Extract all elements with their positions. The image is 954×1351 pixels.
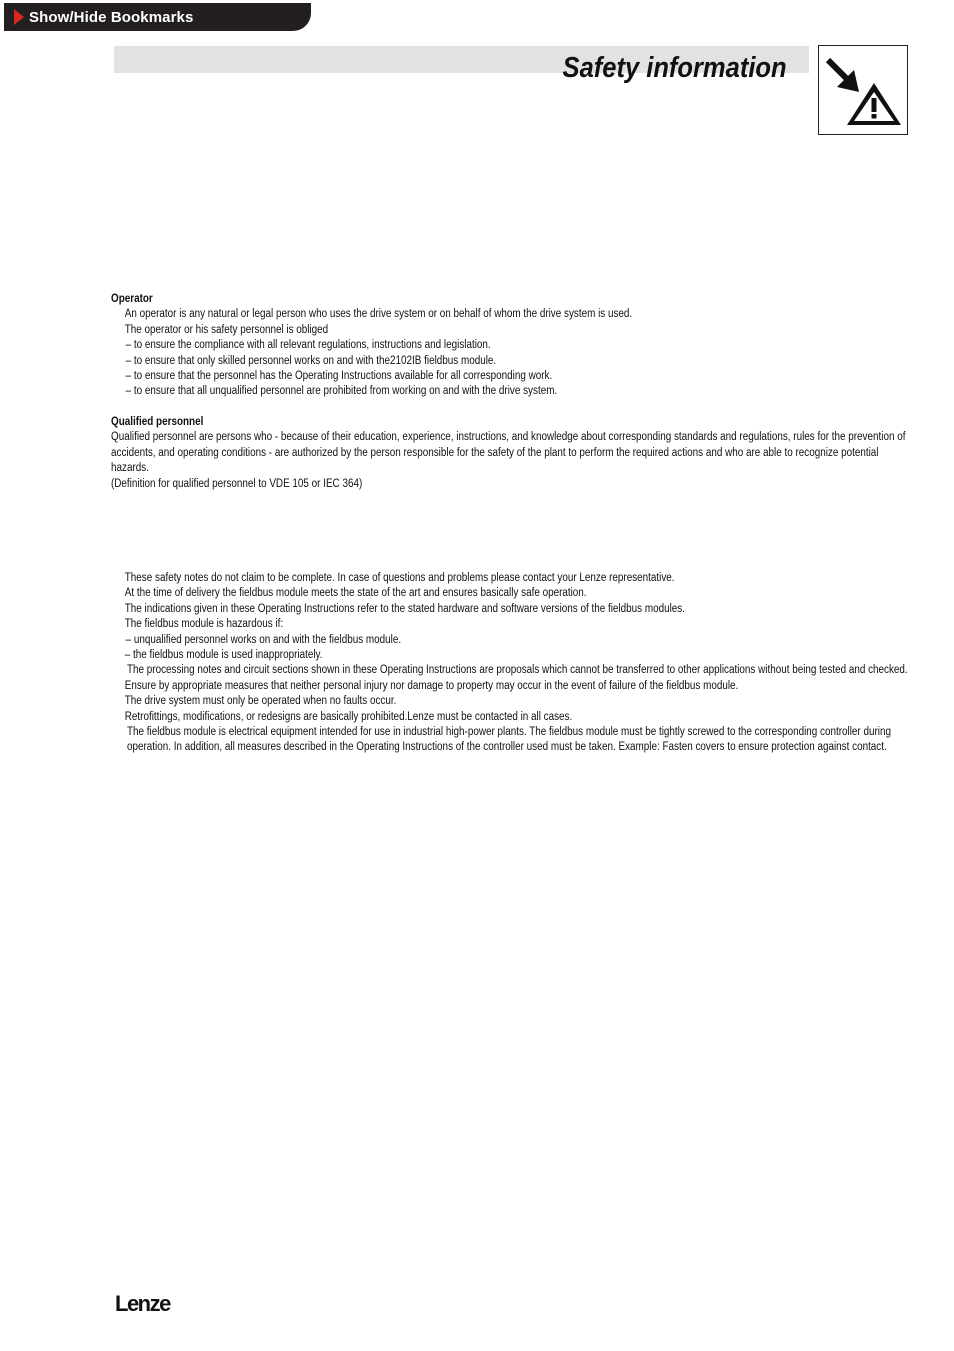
warning-triangle-arrow-icon bbox=[819, 46, 907, 134]
safety-note: The fieldbus module is hazardous if: bbox=[124, 618, 284, 631]
warning-icon-box bbox=[818, 45, 908, 135]
show-hide-bookmarks-button[interactable] bbox=[4, 3, 311, 31]
operator-bullet: – to ensure the compliance with all relevant regulations, instructions and legislation. bbox=[125, 339, 491, 352]
show-hide-bookmarks-label: Show/Hide Bookmarks bbox=[29, 8, 194, 26]
operator-line: The operator or his safety personnel is obliged bbox=[124, 323, 329, 336]
hazard-bullet: – unqualified personnel works on and with the fieldbus module. bbox=[125, 633, 402, 646]
qualified-personnel-paragraph: Qualified personnel are persons who - because of their education, experience, instructions, and knowledge about corresponding standards and regulations, rules for the prevention of accidents, and operating conditions - are authorized by the person responsible for the safety of the plant to perform the required actions and who are able to recognize potential hazards. bbox=[111, 431, 906, 475]
safety-note: The drive system must only be operated when no faults occur. bbox=[124, 695, 397, 708]
operator-section bbox=[111, 292, 911, 400]
qualified-personnel-section bbox=[111, 415, 911, 492]
operator-bullet: – to ensure that all unqualified personnel are prohibited from working on and with the drive system. bbox=[125, 385, 558, 398]
page-title: Safety information bbox=[562, 52, 787, 84]
hazard-bullet: – the fieldbus module is used inappropriately. bbox=[124, 649, 323, 662]
safety-notes-section bbox=[111, 571, 911, 756]
safety-note: The fieldbus module is electrical equipment intended for use in industrial high-power plants. The fieldbus module must be tightly screwed to the corresponding controller during operation. In addition, all measures described in the Operating Instructions of the controller used must be taken. Example: Fasten covers to ensure protection against contact. bbox=[127, 726, 891, 754]
qualified-personnel-heading: Qualified personnel bbox=[111, 416, 204, 428]
safety-note: These safety notes do not claim to be complete. In case of questions and problems please contact your Lenze representative. bbox=[124, 572, 675, 584]
operator-bullet: – to ensure that the personnel has the Operating Instructions available for all corresponding work. bbox=[125, 370, 553, 383]
lenze-logo: Lenze bbox=[115, 1291, 170, 1316]
operator-heading: Operator bbox=[111, 293, 153, 305]
operator-line: An operator is any natural or legal person who uses the drive system or on behalf of whom the drive system is used. bbox=[124, 308, 633, 321]
safety-note: At the time of delivery the fieldbus module meets the state of the art and ensures basically safe operation. bbox=[124, 587, 587, 600]
safety-note: The processing notes and circuit sections shown in these Operating Instructions are proposals which cannot be transferred to other applications without being tested and checked. bbox=[127, 664, 908, 677]
safety-note: The indications given in these Operating Instructions refer to the stated hardware and software versions of the fieldbus modules. bbox=[124, 602, 685, 615]
triangle-right-icon bbox=[14, 9, 24, 25]
safety-note: Ensure by appropriate measures that neither personal injury nor damage to property may occur in the event of failure of the fieldbus module. bbox=[124, 679, 739, 692]
safety-note: Retrofittings, modifications, or redesigns are basically prohibited.Lenze must be contacted in all cases. bbox=[124, 710, 573, 723]
qualified-personnel-definition: (Definition for qualified personnel to VDE 105 or IEC 364) bbox=[111, 477, 363, 490]
operator-bullet: – to ensure that only skilled personnel works on and with the2102IB fieldbus module. bbox=[125, 354, 497, 367]
